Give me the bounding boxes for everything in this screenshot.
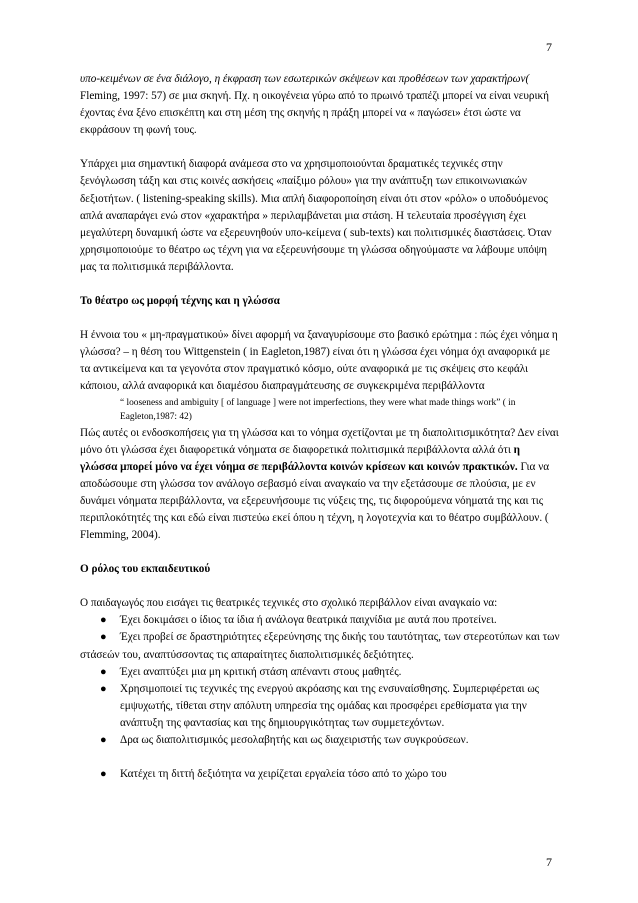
page-number-bottom: 7 — [546, 855, 552, 869]
block-quote: “ looseness and ambiguity [ of language ] were not imperfections, they were what made things work” ( in Eagleton,1987: 42) — [120, 397, 516, 422]
paragraph-5: Ο παιδαγωγός που εισάγει τις θεατρικές τεχνικές στο σχολικό περιβάλλον είναι αναγκαίο να: — [80, 597, 498, 610]
list-item — [80, 612, 560, 629]
bullet-icon: ● — [100, 682, 107, 695]
bullet-icon: ● — [100, 614, 107, 627]
bullet-list — [80, 612, 560, 783]
list-item — [80, 664, 560, 681]
section-heading-teacher-role: Ο ρόλος του εκπαιδευτικού — [80, 563, 211, 576]
paragraph-4-end: Για να αποδώσουμε στη γλώσσα τον ανάλογο σεβασμό είναι αναγκαίο να την εξετάσουμε σε πλούσια, με εν δυνάμει νόηματα περιβάλλοντα, να εξερευνήσουμε τις νύξεις της, τις διφορούμενα νόηματά της και τις περιπλοκότητές της και εδώ είναι πιστεύω εκεί όπου η τέχνη, η λογοτεχνία και το θέατρο συμβάλλουν. ( Flemming, 2004). — [80, 460, 550, 542]
list-item — [80, 766, 560, 783]
document-body — [80, 71, 560, 783]
bullet-icon: ● — [100, 631, 107, 644]
list-item-text: Δρα ως διαπολιτισμικός μεσολαβητής και ως διαχειριστής των συγκρούσεων. — [120, 734, 469, 746]
list-item — [80, 681, 560, 732]
paragraph-4-bold: η γλώσσα μπορεί μόνο να έχει νόημα σε περιβάλλοντα κοινών κρίσεων και κοινών πρακτικών. — [80, 443, 521, 473]
bullet-icon: ● — [100, 734, 107, 746]
list-item — [80, 629, 560, 663]
page-number-top: 7 — [546, 40, 552, 54]
paragraph-4 — [80, 425, 560, 545]
list-item-text: Έχει προβεί σε δραστηριότητες εξερεύνησης της δικής του ταυτότητας, των στερεοτύπων και των στάσεών του, αναπτύσσοντας τις απαραίτητες διαπολιτισμικές δεξιότητες. — [80, 631, 560, 661]
paragraph-1-italic: υπο-κειμένων σε ένα διάλογο, η έκφραση των εσωτερικών σκέψεων και προθέσεων των χαρακτήρων( — [80, 73, 530, 85]
bullet-icon: ● — [100, 665, 107, 678]
section-heading-theatre-language: Το θέατρο ως μορφή τέχνης και η γλώσσα — [80, 295, 280, 308]
list-item-text: Κατέχει τη διττή δεξιότητα να χειρίζεται εργαλεία τόσο από το χώρο του — [120, 768, 447, 781]
paragraph-1-rest: Fleming, 1997: 57) σε μια σκηνή. Πχ. η οικογένεια γύρω από το πρωινό τραπέζι μπορεί να είναι νευρική έχοντας ένα ξένο επισκέπτη και στη μέση της σκηνής η πράξη μπορεί να « παγώσει» έτσι ώστε να εκφράσουν τη φωνή τους. — [80, 90, 550, 137]
list-item — [80, 732, 560, 749]
paragraph-3: Η έννοια του « μη-πραγματικού» δίνει αφορμή να ξαναγυρίσουμε στο βασικό ερώτημα : πώς έχει νόημα η γλώσσα? – η θέση του Wittgenstein ( in Eagleton,1987) είναι ότι η γλώσσα έχει νόημα όχι αναφορικά με τα αντικείμενα και τα γεγονότα στον πραγματικό κόσμο, ούτε αναφορικά με τις σκέψεις στο κεφάλι κάποιου, αλλά αναφορικά και διαμέσου διαπραγμάτευσης σε συγκεκριμένα περιβάλλοντα — [80, 329, 558, 393]
bullet-icon: ● — [100, 768, 107, 781]
list-item-text: Έχει αναπτύξει μια μη κριτική στάση απέναντι στους μαθητές. — [120, 665, 402, 678]
paragraph-1 — [80, 71, 560, 139]
list-item-text: Έχει δοκιμάσει ο ίδιος τα ίδια ή ανάλογα θεατρικά παιχνίδια με αυτά που προτείνει. — [120, 614, 497, 627]
paragraph-2: Υπάρχει μια σημαντική διαφορά ανάμεσα στο να χρησιμοποιούνται δραματικές τεχνικές στην ξενόγλωσση τάξη και στις κοινές ασκήσεις «παίξιμο ρόλου» για την ανάπτυξη των επικοινωνιακών δεξιοτήτων. ( listening-speaking skills). Μια απλή διαφοροποίηση είναι ότι στον «ρόλο» ο υποδυόμενος απλά αναπαράγει ενώ στον «χαρακτήρα » περιλαμβάνεται μια στάση. Η τελευταία προσέγγιση έχει μεγαλύτερη δυναμική ώστε να εξερευνηθούν υπο-κείμενα ( sub-texts) και πολιτισμικές διαστάσεις. Όταν χρησιμοποιούμε το θέατρο ως τέχνη για να εξερευνήσουμε τη γλώσσα οδηγούμαστε να λάβουμε υπόψη μας τα πολιτισμικά περιβάλλοντα. — [80, 158, 552, 273]
list-item-text: Χρησιμοποιεί τις τεχνικές της ενεργού ακρόασης και της ενσυναίσθησης. Συμπεριφέρεται ως εμψυχωτής, τίθεται στην απόλυτη υπηρεσία της ομάδας και προσφέρει ερεθίσματα για την ανάπτυξη της φαντασίας και της δημιουργικότητας των συμμετεχόντων. — [120, 682, 540, 729]
paragraph-4-start: Πώς αυτές οι ενδοσκοπήσεις για τη γλώσσα και το νόημα σχετίζονται με τη διαπολιτισμικότητα? Δεν είναι μόνο ότι γλώσσα έχει διαφορετικά νόηματα σε διαφορετικά πολιτισμικά περιβάλλοντα αλλά ότι — [80, 426, 559, 456]
